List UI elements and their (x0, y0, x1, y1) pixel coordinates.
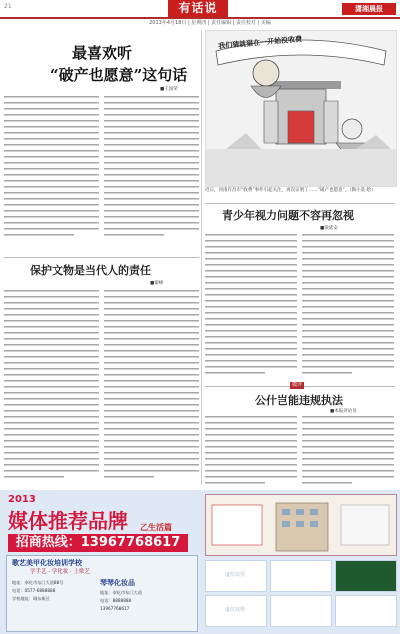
section-title: 有话说 (168, 0, 228, 17)
ad-phone-banner[interactable]: 招商热线：13967768617 (8, 534, 188, 552)
article1-headline-line1: 最喜欢听 (72, 44, 133, 62)
article4-headline: 公什岂能违规执法 (255, 394, 343, 407)
ad-shop-line: 地址：奉化市东门大道 (100, 590, 142, 595)
article1-headline-line2: “破产也愿意”这句话 (50, 66, 188, 84)
ad-shop-name: 琴琴化妆品 (100, 579, 135, 587)
article3-body (205, 232, 395, 382)
ad-school-slogan: 学手艺 · 学化妆 · 上歌艺 (30, 569, 90, 575)
ad-school-line: 电话：0577-6888888 (12, 588, 56, 593)
article2-byline: ■秦峰 (150, 281, 164, 286)
article2-headline: 保护文物是当代人的责任 (30, 264, 151, 277)
cartoon-illustration (206, 31, 396, 186)
editorial-cartoon (205, 30, 397, 187)
ad-slot (270, 595, 332, 627)
article1-text-lines (4, 94, 199, 244)
dateline: 2013年4月18日 | 星期四 | 责任编辑 | 责任校对 | 美编 (149, 20, 271, 26)
ad-school-line: 地址：奉化市东门大道88号 (12, 580, 64, 585)
article3-headline: 青少年视力问题不容再忽视 (222, 209, 354, 222)
ad-slot-label: 虚位以待 (224, 572, 245, 578)
ad-shop-line: 电话：8888888 (100, 598, 132, 603)
cartoon-banner: 我们猜就猎在一开始没收费 (217, 35, 303, 51)
page-number: 21 (4, 3, 12, 10)
article2-top-rule (4, 257, 199, 258)
ad-slot-label: 虚位以待 (224, 607, 245, 613)
ad-title: 媒体推荐品牌 (8, 509, 128, 533)
cartoon-caption: 近日，河南许昌市“收费”事件引起关注，再次证明了……“破产也愿意”。（陶小莫 绘） (205, 188, 376, 193)
ad-slot (335, 595, 397, 627)
article4-section-tag: 微评 (292, 382, 303, 388)
article2-text-lines (4, 288, 199, 484)
article4-byline: ■本报评论员 (330, 409, 357, 414)
newspaper-logo: 潇湘晨报 (342, 3, 396, 15)
article3-text-lines (205, 232, 395, 382)
ad-year: 2013 (8, 494, 36, 505)
ad-badge: 乙生活篇 (140, 523, 172, 532)
article3-top-rule (205, 203, 395, 204)
article1-body (4, 94, 199, 244)
ad-school-name: 歌艺美甲化妆培训学校 (12, 559, 82, 567)
ad-school-line: 学校地址：城东新区 (12, 596, 50, 601)
article4-text-lines (205, 414, 395, 486)
article3-byline: ■梁延安 (320, 226, 338, 231)
ad-building-photo (205, 494, 397, 556)
ad-slot (270, 560, 332, 592)
building-photo-illustration (206, 495, 396, 555)
article1-byline: ■王国荣 (160, 87, 178, 92)
article4-body (205, 414, 395, 486)
ad-shop-line: 13967768617 (100, 606, 130, 611)
ad-logo-block (335, 560, 397, 592)
